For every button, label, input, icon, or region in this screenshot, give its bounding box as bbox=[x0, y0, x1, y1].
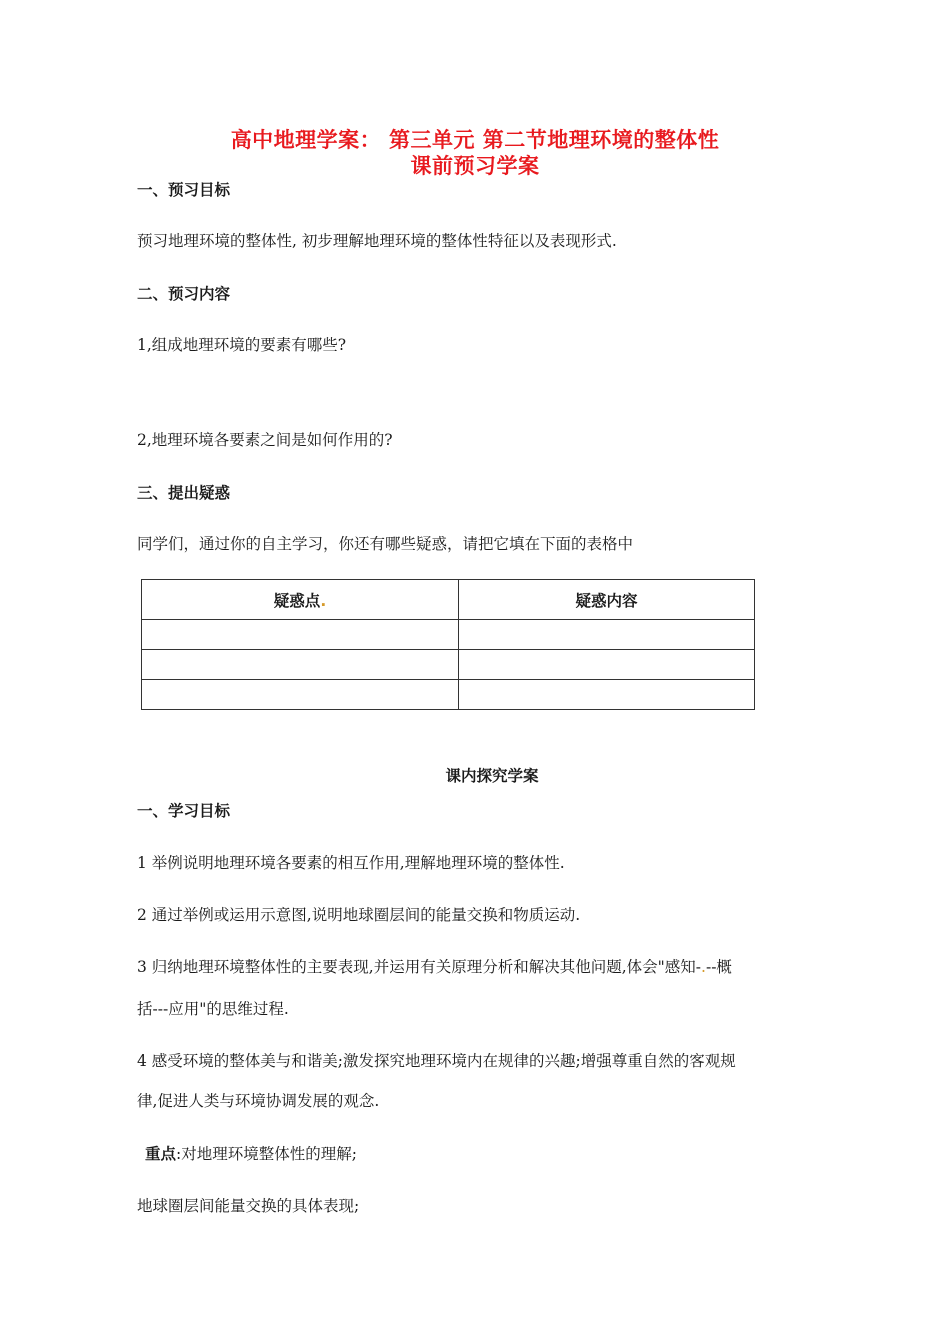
document-title: 高中地理学案： 第三单元 第二节地理环境的整体性 bbox=[230, 128, 720, 152]
preview-content-heading: 二、预习内容 bbox=[137, 285, 231, 303]
table-header-doubt-content: 疑惑内容 bbox=[459, 580, 755, 620]
table-cell[interactable] bbox=[459, 620, 755, 650]
goal-item-3-line-1: 3 归纳地理环境整体性的主要表现,并运用有关原理分析和解决其他问题,体会"感知-.--概 bbox=[137, 958, 732, 976]
goal-item-4-line-2: 律,促进人类与环境协调发展的观念. bbox=[137, 1092, 380, 1110]
goal-item-2: 2 通过举例或运用示意图,说明地球圈层间的能量交换和物质运动. bbox=[137, 906, 581, 924]
table-row bbox=[142, 680, 755, 710]
table-row bbox=[142, 650, 755, 680]
inclass-title: 课内探究学案 bbox=[445, 767, 539, 785]
preview-goal-heading: 一、预习目标 bbox=[137, 181, 231, 199]
table-header-row bbox=[142, 580, 755, 620]
question-2: 2,地理环境各要素之间是如何作用的? bbox=[137, 431, 393, 449]
question-1: 1,组成地理环境的要素有哪些? bbox=[137, 336, 347, 354]
goal-item-4-line-1: 4 感受环境的整体美与和谐美;激发探究地理环境内在规律的兴趣;增强尊重自然的客观规 bbox=[137, 1052, 736, 1070]
table-cell[interactable] bbox=[142, 620, 459, 650]
doubt-table bbox=[141, 579, 755, 710]
table-cell[interactable] bbox=[459, 650, 755, 680]
key-point-text: :对地理环境整体性的理解; bbox=[176, 1145, 357, 1163]
doubt-instruction: 同学们，通过你的自主学习，你还有哪些疑惑，请把它填在下面的表格中 bbox=[137, 535, 634, 553]
table-row bbox=[142, 620, 755, 650]
doubt-heading: 三、提出疑惑 bbox=[137, 484, 231, 502]
table-cell[interactable] bbox=[142, 680, 459, 710]
table-cell[interactable] bbox=[459, 680, 755, 710]
preview-goal-text: 预习地理环境的整体性, 初步理解地理环境的整体性特征以及表现形式. bbox=[137, 232, 617, 250]
document-subtitle: 课前预习学案 bbox=[410, 154, 540, 178]
goal-item-3-line-2: 括---应用"的思维过程. bbox=[137, 1000, 289, 1018]
key-point-label: 重点 bbox=[145, 1145, 177, 1163]
learning-goal-heading: 一、学习目标 bbox=[137, 802, 231, 820]
table-cell[interactable] bbox=[142, 650, 459, 680]
key-point bbox=[145, 1142, 357, 1164]
key-point-2: 地球圈层间能量交换的具体表现; bbox=[137, 1197, 360, 1215]
goal-item-1: 1 举例说明地理环境各要素的相互作用,理解地理环境的整体性. bbox=[137, 854, 565, 872]
table-header-doubt-point: 疑惑点. bbox=[142, 580, 459, 620]
